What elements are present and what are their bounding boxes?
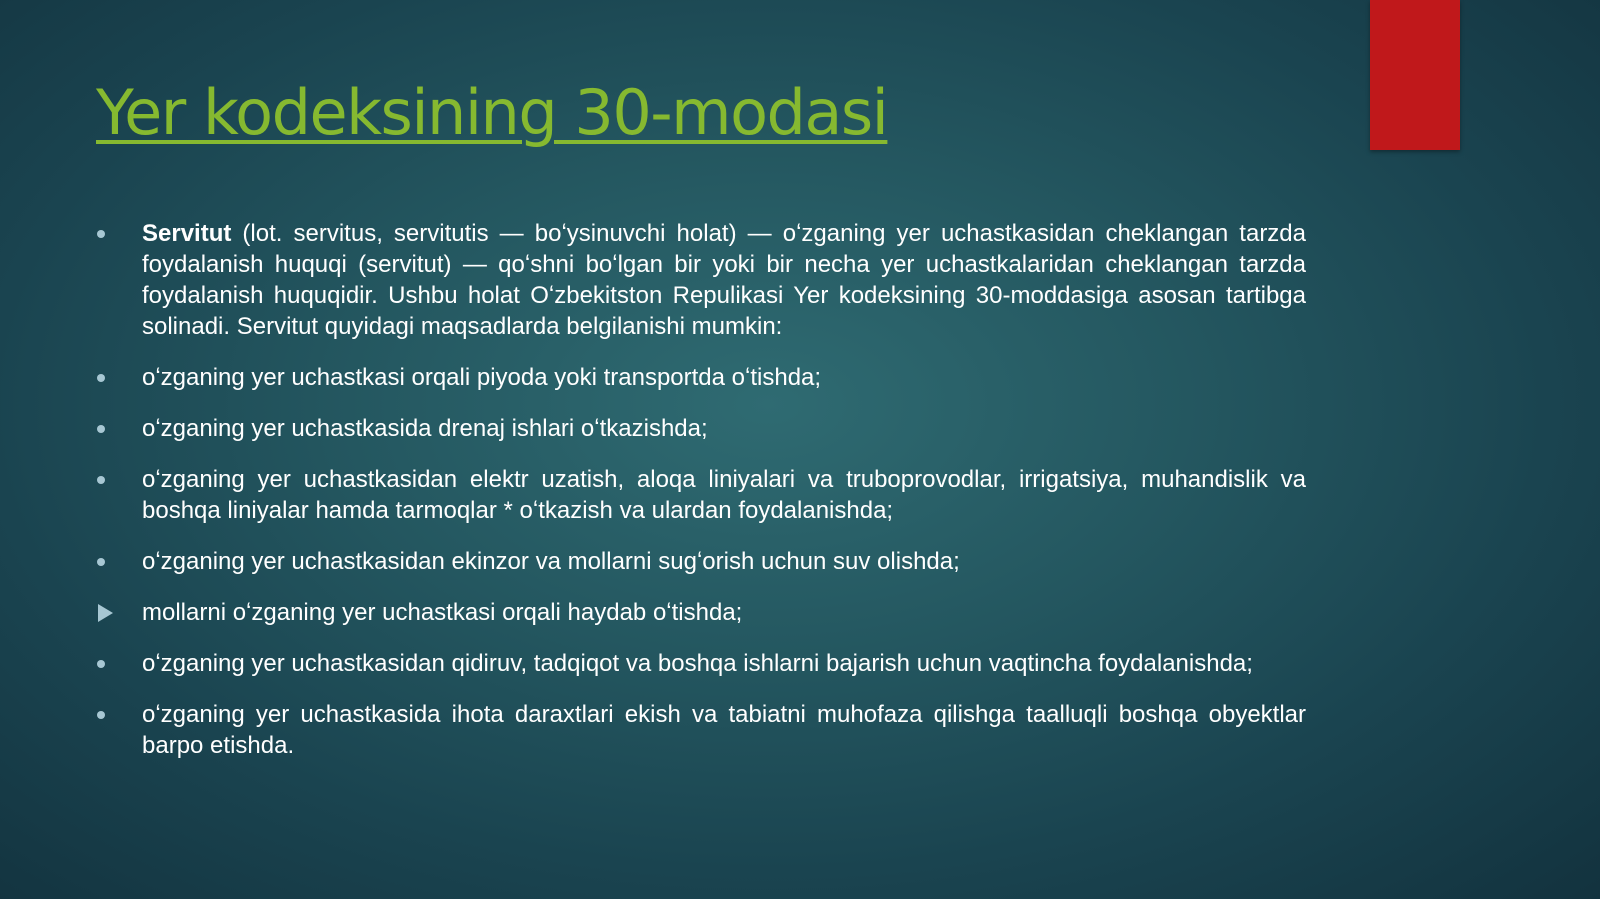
list-item xyxy=(94,413,1306,444)
list-item-text: oʻzganing yer uchastkasidan elektr uzatish, aloqa liniyalari va truboprovodlar, irrigatsiya, muhandislik va boshqa liniyalar hamda tarmoqlar * oʻtkazish va ulardan foydalanishda; xyxy=(142,466,1306,524)
bullet-list xyxy=(94,218,1306,781)
slide-title: Yer kodeksining 30-modasi xyxy=(96,76,888,149)
list-item-text: oʻzganing yer uchastkasida ihota daraxtlari ekish va tabiatni muhofaza qilishga taalluqli boshqa obyektlar barpo etishda. xyxy=(142,701,1306,759)
list-item xyxy=(94,597,1306,628)
red-accent-bar xyxy=(1370,0,1460,150)
list-item xyxy=(94,546,1306,577)
list-item xyxy=(94,464,1306,526)
list-item-text: mollarni oʻzganing yer uchastkasi orqali haydab oʻtishda; xyxy=(142,599,743,626)
list-item-servitut-definition xyxy=(94,218,1306,342)
list-item-text: oʻzganing yer uchastkasi orqali piyoda yoki transportda oʻtishda; xyxy=(142,364,822,391)
list-item-text: oʻzganing yer uchastkasidan qidiruv, tadqiqot va boshqa ishlarni bajarish uchun vaqtincha foydalanishda; xyxy=(142,650,1253,677)
list-item xyxy=(94,699,1306,761)
list-item xyxy=(94,362,1306,393)
list-item-text: oʻzganing yer uchastkasida drenaj ishlari oʻtkazishda; xyxy=(142,415,708,442)
list-item-text: oʻzganing yer uchastkasidan ekinzor va mollarni sugʻorish uchun suv olishda; xyxy=(142,548,960,575)
list-item-text: (lot. servitus, servitutis — boʻysinuvchi holat) — oʻzganing yer uchastkasidan cheklangan tarzda foydalanish huquqi (servitut) — qoʻshni boʻlgan bir yoki bir necha yer uchastkalaridan cheklangan tarzda foydalanish huquqidir. Ushbu holat Oʻzbekitston Repulikasi Yer kodeksining 30-moddasiga asosan tartibga solinadi. Servitut quyidagi maqsadlarda belgilanishi mumkin: xyxy=(142,220,1306,340)
term-servitut: Servitut xyxy=(142,220,232,247)
list-item xyxy=(94,648,1306,679)
